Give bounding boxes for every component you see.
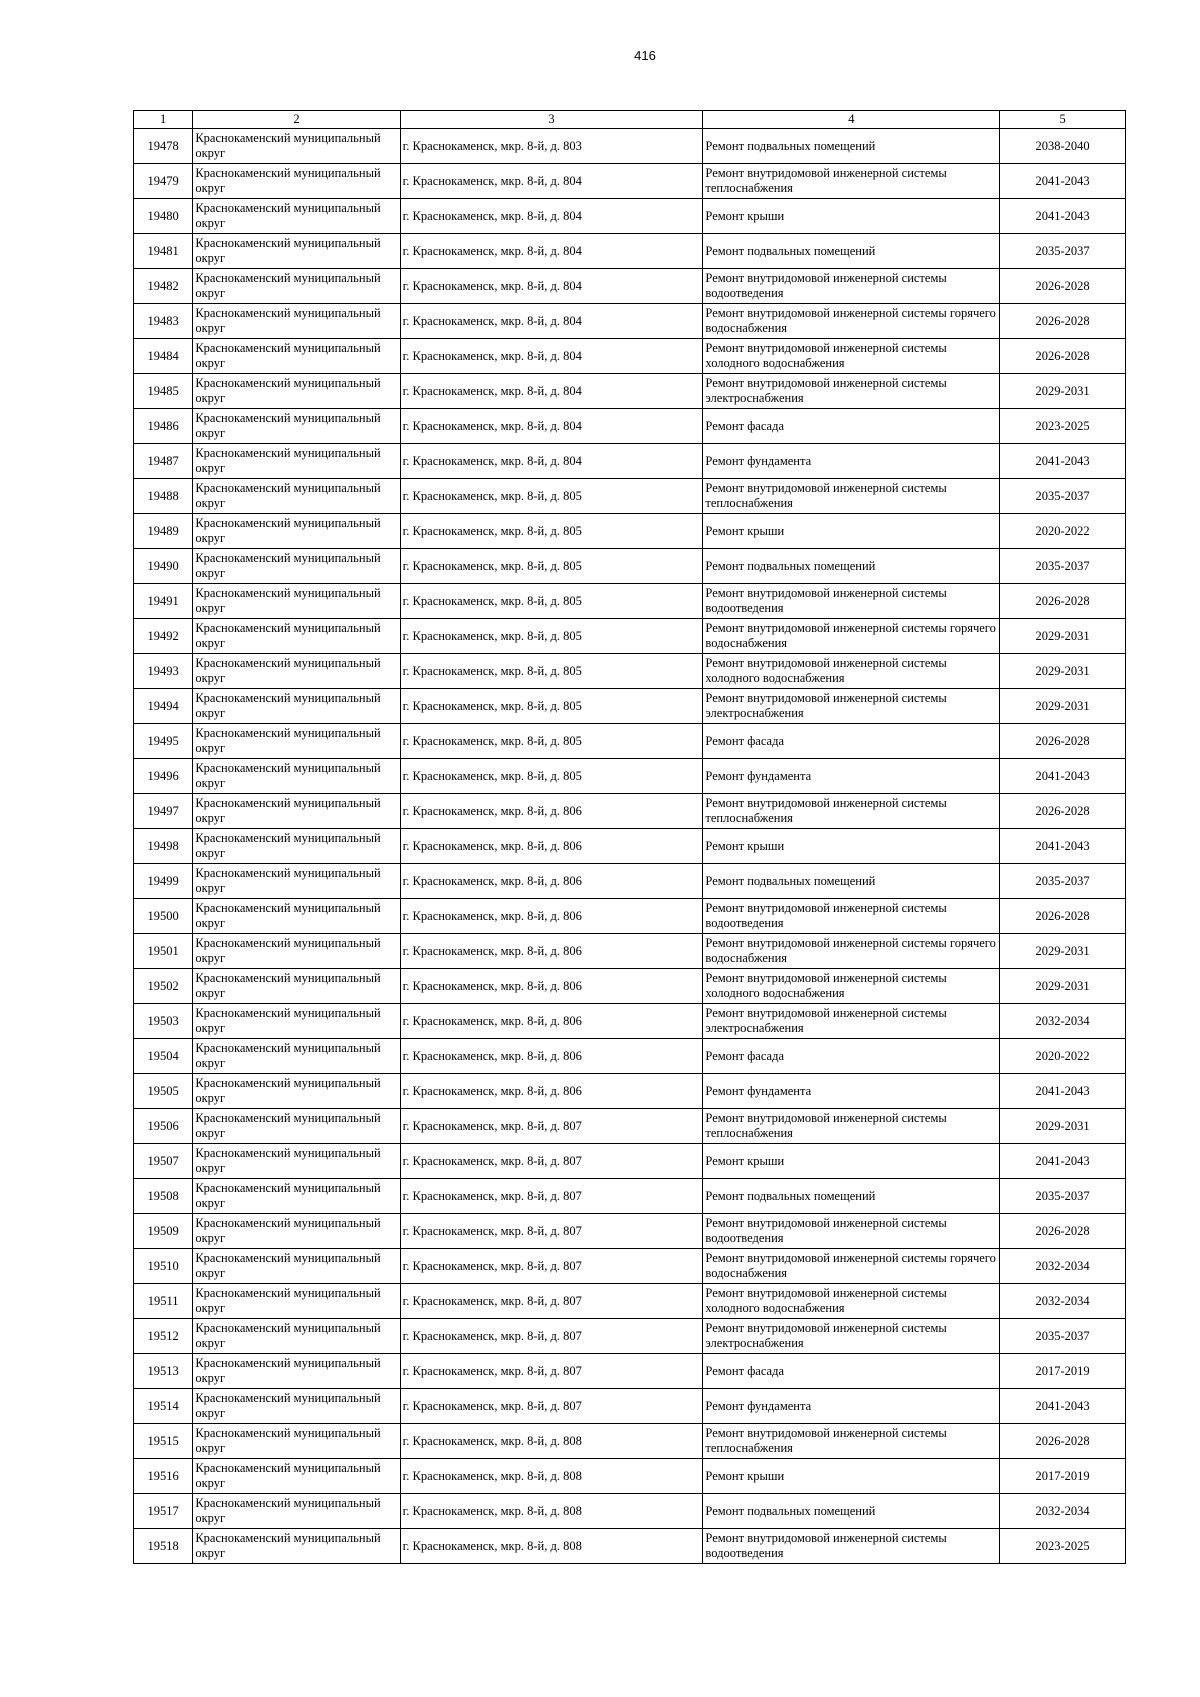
- table-row: [134, 1529, 1126, 1564]
- table-row: [134, 444, 1126, 479]
- row-number-cell: 19498: [134, 829, 193, 864]
- address-cell: г. Краснокаменск, мкр. 8-й, д. 808: [400, 1424, 703, 1459]
- row-number-cell: 19482: [134, 269, 193, 304]
- municipality-cell: Краснокаменский муниципальный округ: [193, 1004, 400, 1039]
- table-row: [134, 864, 1126, 899]
- row-number-cell: 19506: [134, 1109, 193, 1144]
- table-row: [134, 1039, 1126, 1074]
- period-cell: 2029-2031: [1000, 1109, 1126, 1144]
- work-type-cell: Ремонт внутридомовой инженерной системы теплоснабжения: [703, 794, 1000, 829]
- municipality-cell: Краснокаменский муниципальный округ: [193, 549, 400, 584]
- table-row: [134, 199, 1126, 234]
- address-cell: г. Краснокаменск, мкр. 8-й, д. 805: [400, 689, 703, 724]
- work-type-cell: Ремонт внутридомовой инженерной системы холодного водоснабжения: [703, 969, 1000, 1004]
- address-cell: г. Краснокаменск, мкр. 8-й, д. 807: [400, 1354, 703, 1389]
- work-type-cell: Ремонт крыши: [703, 199, 1000, 234]
- address-cell: г. Краснокаменск, мкр. 8-й, д. 804: [400, 269, 703, 304]
- address-cell: г. Краснокаменск, мкр. 8-й, д. 806: [400, 969, 703, 1004]
- work-type-cell: Ремонт крыши: [703, 829, 1000, 864]
- address-cell: г. Краснокаменск, мкр. 8-й, д. 805: [400, 549, 703, 584]
- municipality-cell: Краснокаменский муниципальный округ: [193, 1109, 400, 1144]
- table-row: [134, 1459, 1126, 1494]
- row-number-cell: 19480: [134, 199, 193, 234]
- work-type-cell: Ремонт подвальных помещений: [703, 549, 1000, 584]
- row-number-cell: 19517: [134, 1494, 193, 1529]
- table-row: [134, 654, 1126, 689]
- table-row: [134, 1144, 1126, 1179]
- period-cell: 2041-2043: [1000, 199, 1126, 234]
- table-row: [134, 1004, 1126, 1039]
- municipality-cell: Краснокаменский муниципальный округ: [193, 1354, 400, 1389]
- work-type-cell: Ремонт внутридомовой инженерной системы водоотведения: [703, 1529, 1000, 1564]
- work-type-cell: Ремонт подвальных помещений: [703, 1494, 1000, 1529]
- address-cell: г. Краснокаменск, мкр. 8-й, д. 807: [400, 1284, 703, 1319]
- municipality-cell: Краснокаменский муниципальный округ: [193, 514, 400, 549]
- period-cell: 2026-2028: [1000, 584, 1126, 619]
- address-cell: г. Краснокаменск, мкр. 8-й, д. 805: [400, 584, 703, 619]
- period-cell: 2029-2031: [1000, 654, 1126, 689]
- row-number-cell: 19489: [134, 514, 193, 549]
- municipality-cell: Краснокаменский муниципальный округ: [193, 479, 400, 514]
- row-number-cell: 19484: [134, 339, 193, 374]
- municipality-cell: Краснокаменский муниципальный округ: [193, 969, 400, 1004]
- table-row: [134, 934, 1126, 969]
- work-type-cell: Ремонт фасада: [703, 409, 1000, 444]
- table-row: [134, 1214, 1126, 1249]
- work-type-cell: Ремонт фундамента: [703, 1074, 1000, 1109]
- row-number-cell: 19510: [134, 1249, 193, 1284]
- period-cell: 2041-2043: [1000, 1074, 1126, 1109]
- col-header-5: 5: [1000, 111, 1126, 129]
- municipality-cell: Краснокаменский муниципальный округ: [193, 794, 400, 829]
- address-cell: г. Краснокаменск, мкр. 8-й, д. 808: [400, 1459, 703, 1494]
- municipality-cell: Краснокаменский муниципальный округ: [193, 234, 400, 269]
- municipality-cell: Краснокаменский муниципальный округ: [193, 1319, 400, 1354]
- row-number-cell: 19509: [134, 1214, 193, 1249]
- address-cell: г. Краснокаменск, мкр. 8-й, д. 805: [400, 724, 703, 759]
- period-cell: 2026-2028: [1000, 899, 1126, 934]
- period-cell: 2038-2040: [1000, 129, 1126, 164]
- work-type-cell: Ремонт внутридомовой инженерной системы теплоснабжения: [703, 1424, 1000, 1459]
- work-type-cell: Ремонт внутридомовой инженерной системы электроснабжения: [703, 374, 1000, 409]
- period-cell: 2023-2025: [1000, 409, 1126, 444]
- period-cell: 2041-2043: [1000, 759, 1126, 794]
- row-number-cell: 19490: [134, 549, 193, 584]
- municipality-cell: Краснокаменский муниципальный округ: [193, 1074, 400, 1109]
- period-cell: 2026-2028: [1000, 794, 1126, 829]
- row-number-cell: 19512: [134, 1319, 193, 1354]
- address-cell: г. Краснокаменск, мкр. 8-й, д. 808: [400, 1494, 703, 1529]
- table-row: [134, 584, 1126, 619]
- col-header-2: 2: [193, 111, 400, 129]
- row-number-cell: 19505: [134, 1074, 193, 1109]
- table-row: [134, 1179, 1126, 1214]
- address-cell: г. Краснокаменск, мкр. 8-й, д. 806: [400, 1074, 703, 1109]
- work-type-cell: Ремонт внутридомовой инженерной системы горячего водоснабжения: [703, 934, 1000, 969]
- period-cell: 2029-2031: [1000, 969, 1126, 1004]
- period-cell: 2035-2037: [1000, 479, 1126, 514]
- row-number-cell: 19516: [134, 1459, 193, 1494]
- row-number-cell: 19503: [134, 1004, 193, 1039]
- row-number-cell: 19491: [134, 584, 193, 619]
- work-type-cell: Ремонт фасада: [703, 724, 1000, 759]
- row-number-cell: 19478: [134, 129, 193, 164]
- address-cell: г. Краснокаменск, мкр. 8-й, д. 804: [400, 409, 703, 444]
- col-header-1: 1: [134, 111, 193, 129]
- table-row: [134, 164, 1126, 199]
- row-number-cell: 19513: [134, 1354, 193, 1389]
- row-number-cell: 19493: [134, 654, 193, 689]
- address-cell: г. Краснокаменск, мкр. 8-й, д. 804: [400, 374, 703, 409]
- address-cell: г. Краснокаменск, мкр. 8-й, д. 804: [400, 199, 703, 234]
- col-header-4: 4: [703, 111, 1000, 129]
- work-type-cell: Ремонт фасада: [703, 1039, 1000, 1074]
- period-cell: 2032-2034: [1000, 1284, 1126, 1319]
- table-row: [134, 514, 1126, 549]
- municipality-cell: Краснокаменский муниципальный округ: [193, 269, 400, 304]
- municipality-cell: Краснокаменский муниципальный округ: [193, 1179, 400, 1214]
- work-type-cell: Ремонт внутридомовой инженерной системы горячего водоснабжения: [703, 304, 1000, 339]
- address-cell: г. Краснокаменск, мкр. 8-й, д. 804: [400, 444, 703, 479]
- period-cell: 2026-2028: [1000, 269, 1126, 304]
- row-number-cell: 19508: [134, 1179, 193, 1214]
- table-row: [134, 1354, 1126, 1389]
- municipality-cell: Краснокаменский муниципальный округ: [193, 1529, 400, 1564]
- page-number: 416: [634, 48, 656, 63]
- period-cell: 2035-2037: [1000, 549, 1126, 584]
- table-row: [134, 409, 1126, 444]
- work-type-cell: Ремонт крыши: [703, 1144, 1000, 1179]
- address-cell: г. Краснокаменск, мкр. 8-й, д. 804: [400, 304, 703, 339]
- period-cell: 2026-2028: [1000, 304, 1126, 339]
- period-cell: 2026-2028: [1000, 1214, 1126, 1249]
- period-cell: 2020-2022: [1000, 514, 1126, 549]
- period-cell: 2029-2031: [1000, 619, 1126, 654]
- work-type-cell: Ремонт внутридомовой инженерной системы горячего водоснабжения: [703, 1249, 1000, 1284]
- table-row: [134, 304, 1126, 339]
- period-cell: 2032-2034: [1000, 1249, 1126, 1284]
- header-row: [134, 111, 1126, 129]
- table-row: [134, 794, 1126, 829]
- row-number-cell: 19504: [134, 1039, 193, 1074]
- municipality-cell: Краснокаменский муниципальный округ: [193, 829, 400, 864]
- work-type-cell: Ремонт внутридомовой инженерной системы холодного водоснабжения: [703, 1284, 1000, 1319]
- work-type-cell: Ремонт внутридомовой инженерной системы электроснабжения: [703, 1004, 1000, 1039]
- address-cell: г. Краснокаменск, мкр. 8-й, д. 806: [400, 899, 703, 934]
- municipality-cell: Краснокаменский муниципальный округ: [193, 129, 400, 164]
- municipality-cell: Краснокаменский муниципальный округ: [193, 1424, 400, 1459]
- municipality-cell: Краснокаменский муниципальный округ: [193, 1494, 400, 1529]
- period-cell: 2041-2043: [1000, 1144, 1126, 1179]
- work-type-cell: Ремонт фундамента: [703, 1389, 1000, 1424]
- table-row: [134, 479, 1126, 514]
- row-number-cell: 19487: [134, 444, 193, 479]
- address-cell: г. Краснокаменск, мкр. 8-й, д. 806: [400, 794, 703, 829]
- work-type-cell: Ремонт внутридомовой инженерной системы горячего водоснабжения: [703, 619, 1000, 654]
- table-row: [134, 1494, 1126, 1529]
- address-cell: г. Краснокаменск, мкр. 8-й, д. 807: [400, 1144, 703, 1179]
- period-cell: 2035-2037: [1000, 1319, 1126, 1354]
- work-type-cell: Ремонт подвальных помещений: [703, 1179, 1000, 1214]
- municipality-cell: Краснокаменский муниципальный округ: [193, 934, 400, 969]
- municipality-cell: Краснокаменский муниципальный округ: [193, 759, 400, 794]
- row-number-cell: 19488: [134, 479, 193, 514]
- work-type-cell: Ремонт подвальных помещений: [703, 129, 1000, 164]
- period-cell: 2029-2031: [1000, 374, 1126, 409]
- work-type-cell: Ремонт подвальных помещений: [703, 864, 1000, 899]
- table-row: [134, 374, 1126, 409]
- row-number-cell: 19511: [134, 1284, 193, 1319]
- table-row: [134, 969, 1126, 1004]
- address-cell: г. Краснокаменск, мкр. 8-й, д. 806: [400, 934, 703, 969]
- work-type-cell: Ремонт подвальных помещений: [703, 234, 1000, 269]
- address-cell: г. Краснокаменск, мкр. 8-й, д. 806: [400, 1004, 703, 1039]
- address-cell: г. Краснокаменск, мкр. 8-й, д. 805: [400, 654, 703, 689]
- period-cell: 2029-2031: [1000, 934, 1126, 969]
- table-row: [134, 549, 1126, 584]
- municipality-cell: Краснокаменский муниципальный округ: [193, 409, 400, 444]
- row-number-cell: 19499: [134, 864, 193, 899]
- period-cell: 2026-2028: [1000, 724, 1126, 759]
- row-number-cell: 19518: [134, 1529, 193, 1564]
- table-row: [134, 689, 1126, 724]
- municipality-cell: Краснокаменский муниципальный округ: [193, 199, 400, 234]
- municipality-cell: Краснокаменский муниципальный округ: [193, 724, 400, 759]
- period-cell: 2035-2037: [1000, 234, 1126, 269]
- municipality-cell: Краснокаменский муниципальный округ: [193, 1249, 400, 1284]
- period-cell: 2035-2037: [1000, 864, 1126, 899]
- row-number-cell: 19500: [134, 899, 193, 934]
- address-cell: г. Краснокаменск, мкр. 8-й, д. 804: [400, 339, 703, 374]
- municipality-cell: Краснокаменский муниципальный округ: [193, 1039, 400, 1074]
- municipality-cell: Краснокаменский муниципальный округ: [193, 584, 400, 619]
- municipality-cell: Краснокаменский муниципальный округ: [193, 619, 400, 654]
- address-cell: г. Краснокаменск, мкр. 8-й, д. 806: [400, 864, 703, 899]
- table-row: [134, 829, 1126, 864]
- address-cell: г. Краснокаменск, мкр. 8-й, д. 806: [400, 829, 703, 864]
- work-type-cell: Ремонт внутридомовой инженерной системы водоотведения: [703, 899, 1000, 934]
- work-type-cell: Ремонт крыши: [703, 514, 1000, 549]
- row-number-cell: 19507: [134, 1144, 193, 1179]
- address-cell: г. Краснокаменск, мкр. 8-й, д. 804: [400, 234, 703, 269]
- period-cell: 2041-2043: [1000, 829, 1126, 864]
- municipality-cell: Краснокаменский муниципальный округ: [193, 304, 400, 339]
- address-cell: г. Краснокаменск, мкр. 8-й, д. 805: [400, 619, 703, 654]
- work-type-cell: Ремонт внутридомовой инженерной системы электроснабжения: [703, 1319, 1000, 1354]
- table-row: [134, 1424, 1126, 1459]
- row-number-cell: 19496: [134, 759, 193, 794]
- address-cell: г. Краснокаменск, мкр. 8-й, д. 804: [400, 164, 703, 199]
- municipality-cell: Краснокаменский муниципальный округ: [193, 689, 400, 724]
- table-row: [134, 1284, 1126, 1319]
- repair-schedule-table: [133, 110, 1126, 1564]
- col-header-3: 3: [400, 111, 703, 129]
- table-row: [134, 1074, 1126, 1109]
- table-body: [134, 129, 1126, 1564]
- table-row: [134, 899, 1126, 934]
- row-number-cell: 19514: [134, 1389, 193, 1424]
- municipality-cell: Краснокаменский муниципальный округ: [193, 654, 400, 689]
- municipality-cell: Краснокаменский муниципальный округ: [193, 1389, 400, 1424]
- address-cell: г. Краснокаменск, мкр. 8-й, д. 808: [400, 1529, 703, 1564]
- address-cell: г. Краснокаменск, мкр. 8-й, д. 805: [400, 479, 703, 514]
- period-cell: 2023-2025: [1000, 1529, 1126, 1564]
- address-cell: г. Краснокаменск, мкр. 8-й, д. 806: [400, 1039, 703, 1074]
- table-row: [134, 269, 1126, 304]
- row-number-cell: 19494: [134, 689, 193, 724]
- period-cell: 2032-2034: [1000, 1004, 1126, 1039]
- work-type-cell: Ремонт фундамента: [703, 759, 1000, 794]
- period-cell: 2041-2043: [1000, 1389, 1126, 1424]
- table-row: [134, 234, 1126, 269]
- period-cell: 2026-2028: [1000, 339, 1126, 374]
- period-cell: 2017-2019: [1000, 1354, 1126, 1389]
- work-type-cell: Ремонт внутридомовой инженерной системы водоотведения: [703, 269, 1000, 304]
- work-type-cell: Ремонт внутридомовой инженерной системы холодного водоснабжения: [703, 339, 1000, 374]
- work-type-cell: Ремонт фундамента: [703, 444, 1000, 479]
- period-cell: 2026-2028: [1000, 1424, 1126, 1459]
- work-type-cell: Ремонт внутридомовой инженерной системы теплоснабжения: [703, 1109, 1000, 1144]
- row-number-cell: 19497: [134, 794, 193, 829]
- period-cell: 2020-2022: [1000, 1039, 1126, 1074]
- table-row: [134, 339, 1126, 374]
- address-cell: г. Краснокаменск, мкр. 8-й, д. 805: [400, 759, 703, 794]
- table-row: [134, 619, 1126, 654]
- row-number-cell: 19502: [134, 969, 193, 1004]
- period-cell: 2041-2043: [1000, 444, 1126, 479]
- municipality-cell: Краснокаменский муниципальный округ: [193, 899, 400, 934]
- period-cell: 2035-2037: [1000, 1179, 1126, 1214]
- municipality-cell: Краснокаменский муниципальный округ: [193, 444, 400, 479]
- period-cell: 2029-2031: [1000, 689, 1126, 724]
- table-row: [134, 759, 1126, 794]
- row-number-cell: 19515: [134, 1424, 193, 1459]
- municipality-cell: Краснокаменский муниципальный округ: [193, 1144, 400, 1179]
- table-row: [134, 1319, 1126, 1354]
- address-cell: г. Краснокаменск, мкр. 8-й, д. 807: [400, 1389, 703, 1424]
- table-row: [134, 129, 1126, 164]
- work-type-cell: Ремонт фасада: [703, 1354, 1000, 1389]
- table-row: [134, 1389, 1126, 1424]
- work-type-cell: Ремонт внутридомовой инженерной системы холодного водоснабжения: [703, 654, 1000, 689]
- address-cell: г. Краснокаменск, мкр. 8-й, д. 807: [400, 1319, 703, 1354]
- work-type-cell: Ремонт внутридомовой инженерной системы теплоснабжения: [703, 164, 1000, 199]
- municipality-cell: Краснокаменский муниципальный округ: [193, 374, 400, 409]
- row-number-cell: 19485: [134, 374, 193, 409]
- work-type-cell: Ремонт внутридомовой инженерной системы теплоснабжения: [703, 479, 1000, 514]
- row-number-cell: 19495: [134, 724, 193, 759]
- table-row: [134, 1109, 1126, 1144]
- municipality-cell: Краснокаменский муниципальный округ: [193, 1214, 400, 1249]
- address-cell: г. Краснокаменск, мкр. 8-й, д. 807: [400, 1179, 703, 1214]
- table-row: [134, 724, 1126, 759]
- municipality-cell: Краснокаменский муниципальный округ: [193, 1284, 400, 1319]
- address-cell: г. Краснокаменск, мкр. 8-й, д. 805: [400, 514, 703, 549]
- address-cell: г. Краснокаменск, мкр. 8-й, д. 807: [400, 1214, 703, 1249]
- row-number-cell: 19486: [134, 409, 193, 444]
- work-type-cell: Ремонт крыши: [703, 1459, 1000, 1494]
- address-cell: г. Краснокаменск, мкр. 8-й, д. 803: [400, 129, 703, 164]
- address-cell: г. Краснокаменск, мкр. 8-й, д. 807: [400, 1109, 703, 1144]
- work-type-cell: Ремонт внутридомовой инженерной системы водоотведения: [703, 584, 1000, 619]
- municipality-cell: Краснокаменский муниципальный округ: [193, 1459, 400, 1494]
- period-cell: 2041-2043: [1000, 164, 1126, 199]
- work-type-cell: Ремонт внутридомовой инженерной системы электроснабжения: [703, 689, 1000, 724]
- municipality-cell: Краснокаменский муниципальный округ: [193, 864, 400, 899]
- table-row: [134, 1249, 1126, 1284]
- table-header: [134, 111, 1126, 129]
- period-cell: 2032-2034: [1000, 1494, 1126, 1529]
- row-number-cell: 19483: [134, 304, 193, 339]
- row-number-cell: 19492: [134, 619, 193, 654]
- address-cell: г. Краснокаменск, мкр. 8-й, д. 807: [400, 1249, 703, 1284]
- work-type-cell: Ремонт внутридомовой инженерной системы водоотведения: [703, 1214, 1000, 1249]
- period-cell: 2017-2019: [1000, 1459, 1126, 1494]
- row-number-cell: 19481: [134, 234, 193, 269]
- row-number-cell: 19479: [134, 164, 193, 199]
- municipality-cell: Краснокаменский муниципальный округ: [193, 164, 400, 199]
- municipality-cell: Краснокаменский муниципальный округ: [193, 339, 400, 374]
- row-number-cell: 19501: [134, 934, 193, 969]
